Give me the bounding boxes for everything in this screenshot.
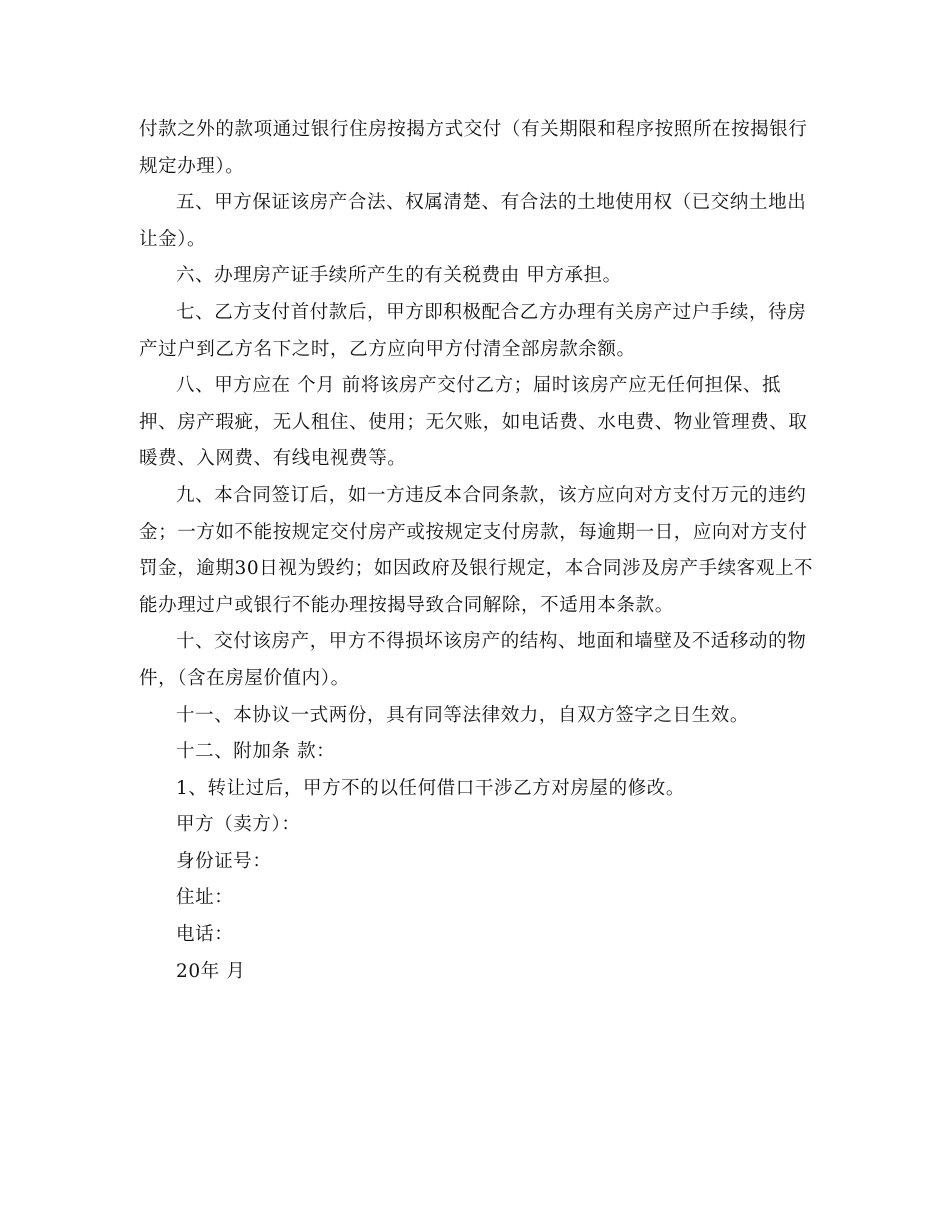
- id-number-field: 身份证号：: [176, 850, 272, 872]
- paragraph-clause-12-heading: 十二、附加条 款：: [176, 741, 336, 763]
- paragraph-payment-continued: 付款之外的款项通过银行住房按揭方式交付（有关期限和程序按照所在按揭银行规定办理）。: [139, 119, 808, 177]
- paragraph-clause-8: 八、甲方应在 个月 前将该房产交付乙方；届时该房产应无任何担保、抵押、房产瑕疵，无人租住、使用；无欠账，如电话费、水电费、物业管理费、取暖费、入网费、有线电视费等。: [139, 375, 808, 470]
- paragraph-clause-7: 七、乙方支付首付款后，甲方即积极配合乙方办理有关房产过户手续，待房产过户到乙方名下之时，乙方应向甲方付清全部房款余额。: [139, 301, 807, 360]
- address-field: 住址：: [176, 887, 234, 909]
- paragraph-clause-6: 六、办理房产证手续所产生的有关税费由 甲方承担。: [176, 265, 622, 287]
- signature-block: [139, 807, 815, 990]
- date-field: 20年 月: [176, 960, 246, 982]
- party-a-seller-field: 甲方（卖方）：: [176, 814, 301, 836]
- phone-field: 电话：: [176, 924, 234, 946]
- paragraph-clause-10: 十、交付该房产，甲方不得损坏该房产的结构、地面和墙壁及不适移动的物件，（含在房屋价值内）。: [139, 631, 807, 689]
- paragraph-clause-5: 五、甲方保证该房产合法、权属清楚、有合法的土地使用权（已交纳土地出让金）。: [139, 192, 807, 250]
- contract-body: [139, 112, 815, 990]
- paragraph-additional-term-1: 1、转让过后，甲方不的以任何借口干涉乙方对房屋的修改。: [176, 777, 685, 799]
- paragraph-clause-11: 十一、本协议一式两份，具有同等法律效力，自双方签字之日生效。: [176, 704, 750, 726]
- paragraph-clause-9: 九、本合同签订后，如一方违反本合同条款，该方应向对方支付万元的违约金；一方如不能按规定交付房产或按规定支付房款，每逾期一日，应向对方支付罚金，逾期30日视为毁约；如因政府及银行规定，本合同涉及房产手续客观上不能办理过户或银行不能办理按揭导致合同解除，不适用本条款。: [139, 484, 814, 616]
